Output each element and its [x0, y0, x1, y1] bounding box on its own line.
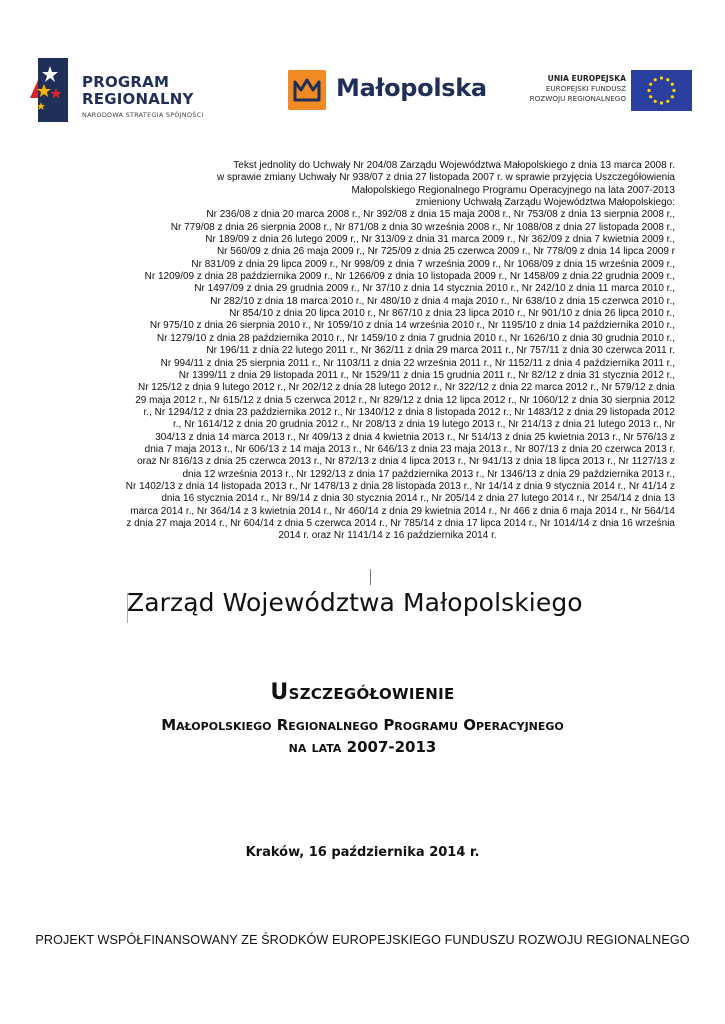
amendment-line: Nr 854/10 z dnia 20 lipca 2010 r., Nr 867/10 z dnia 23 lipca 2010 r., Nr 901/10 z dnia 26 lipca 2010 r.,: [229, 308, 675, 320]
amendment-line: Nr 1209/09 z dnia 28 października 2009 r., Nr 1266/09 z dnia 10 listopada 2009 r., Nr 1458/09 z dnia 22 grudnia 2009 r.,: [144, 271, 675, 283]
amendment-line: Nr 282/10 z dnia 18 marca 2010 r., Nr 480/10 z dnia 4 maja 2010 r., Nr 638/10 z dnia 15 czerwca 2010 r.,: [210, 295, 675, 307]
amendment-line: 29 maja 2012 r., Nr 615/12 z dnia 5 czerwca 2012 r., Nr 829/12 z dnia 12 lipca 2012 r., Nr 1060/12 z dnia 30 sierpnia 2012: [135, 394, 675, 406]
amendment-history-block: [20, 160, 675, 543]
amendment-line: Nr 831/09 z dnia 29 lipca 2009 r., Nr 998/09 z dnia 7 września 2009 r., Nr 1068/09 z dnia 15 września 2009 r.,: [191, 258, 675, 270]
amendment-line: Nr 975/10 z dnia 26 sierpnia 2010 r., Nr 1059/10 z dnia 14 września 2010 r., Nr 1195/10 z dnia 14 października 2010 r.,: [149, 320, 675, 332]
amendment-line: Nr 994/11 z dnia 25 sierpnia 2011 r., Nr 1103/11 z dnia 22 września 2011 r., Nr 1152/11 z dnia 4 października 2011 r.,: [160, 357, 675, 369]
amendment-line: 304/13 z dnia 14 marca 2013 r., Nr 409/13 z dnia 4 kwietnia 2013 r., Nr 514/13 z dnia 25 kwietnia 2013 r., Nr 576/13 z: [155, 431, 675, 443]
amendment-line: zmieniony Uchwałą Zarządu Województwa Małopolskiego:: [415, 197, 675, 209]
document-subtitle-line1: Małopolskiego Regionalnego Programu Operacyjnego: [161, 716, 564, 734]
program-regionalny-line1: PROGRAM: [82, 73, 170, 91]
text-cursor-mark: [370, 569, 371, 585]
document-title: Uszczegółowienie: [270, 680, 455, 705]
eu-line1: UNIA EUROPEJSKA: [547, 74, 626, 83]
eu-logo: [518, 70, 698, 112]
place-and-date: Kraków, 16 października 2014 r.: [245, 845, 480, 860]
amendment-line: w sprawie zmiany Uchwały Nr 938/07 z dnia 27 listopada 2007 r. w sprawie przyjęcia Uszczegółowienia: [217, 172, 675, 184]
malopolska-wordmark: Małopolska: [336, 74, 487, 102]
program-regionalny-emblem-icon: [30, 58, 70, 122]
eu-line2: EUROPEJSKI FUNDUSZ: [545, 84, 626, 93]
amendment-line: marca 2014 r., Nr 364/14 z 3 kwietnia 2014 r., Nr 460/14 z dnia 29 kwietnia 2014 r., Nr 466 z dnia 6 maja 2014 r., Nr 564/14: [130, 505, 675, 517]
amendment-line: Nr 196/11 z dnia 22 lutego 2011 r., Nr 362/11 z dnia 29 marca 2011 r., Nr 757/11 z dnia 30 czerwca 2011 r.: [206, 345, 675, 357]
amendment-line: Tekst jednolity do Uchwały Nr 204/08 Zarządu Województwa Małopolskiego z dnia 13 marca 2008 r.: [233, 160, 675, 171]
program-regionalny-line2: REGIONALNY: [82, 90, 194, 108]
program-regionalny-logo: [30, 58, 240, 124]
amendment-line: r., Nr 1294/12 z dnia 23 października 2012 r., Nr 1340/12 z dnia 8 listopada 2012 r., Nr 1483/12 z dnia 29 listopada 2012: [143, 406, 675, 418]
amendment-line: Nr 1402/13 z dnia 14 listopada 2013 r., Nr 1478/13 z dnia 28 listopada 2013 r., Nr 14/14 z dnia 9 stycznia 2014 r., Nr 41/14 z: [125, 480, 675, 492]
amendment-line: Nr 189/09 z dnia 26 lutego 2009 r., Nr 313/09 z dnia 31 marca 2009 r., Nr 362/09 z dnia 7 kwietnia 2009 r.,: [205, 234, 675, 246]
document-subtitle-line2: na lata 2007-2013: [288, 738, 437, 756]
amendment-line: dnia 16 stycznia 2014 r., Nr 89/14 z dnia 30 stycznia 2014 r., Nr 205/14 z dnia 27 lutego 2014 r., Nr 254/14 z dnia 13: [161, 493, 675, 505]
program-regionalny-subtitle: NARODOWA STRATEGIA SPÓJNOŚCI: [82, 111, 204, 119]
cofinancing-footer: PROJEKT WSPÓŁFINANSOWANY ZE ŚRODKÓW EUROPEJSKIEGO FUNDUSZU ROZWOJU REGIONALNEGO: [35, 933, 690, 947]
amendment-line: Nr 1399/11 z dnia 29 listopada 2011 r., Nr 1529/11 z dnia 15 grudnia 2011 r., Nr 82/12 z dnia 31 stycznia 2012 r.,: [178, 369, 675, 381]
eu-flag-icon: [631, 70, 692, 111]
malopolska-logo: [288, 70, 488, 112]
amendment-line: r., Nr 1614/12 z dnia 20 grudnia 2012 r., Nr 208/13 z dnia 19 lutego 2013 r., Nr 214/13 z dnia 21 lutego 2013 r., Nr: [172, 419, 675, 431]
logo-bar: [0, 56, 725, 126]
amendment-line: dnia 12 września 2013 r., Nr 1292/13 z dnia 17 października 2013 r., Nr 1346/13 z dnia 29 października 2013 r.,: [182, 468, 675, 480]
organization-title: Zarząd Województwa Małopolskiego: [127, 588, 583, 617]
amendment-line: 2014 r. oraz Nr 1141/14 z 16 października 2014 r.: [278, 530, 497, 542]
amendment-line: z dnia 27 maja 2014 r., Nr 604/14 z dnia 5 czerwca 2014 r., Nr 785/14 z dnia 17 lipca 2014 r., Nr 1014/14 z dnia 16 września: [126, 517, 675, 529]
eu-line3: ROZWOJU REGIONALNEGO: [529, 94, 626, 103]
amendment-line: Małopolskiego Regionalnego Programu Operacyjnego na lata 2007-2013: [351, 184, 675, 196]
amendment-line: Nr 236/08 z dnia 20 marca 2008 r., Nr 392/08 z dnia 15 maja 2008 r., Nr 753/08 z dnia 13 sierpnia 2008 r.,: [206, 209, 675, 221]
malopolska-crown-icon: [288, 70, 326, 110]
amendment-line: Nr 1279/10 z dnia 28 października 2010 r., Nr 1459/10 z dnia 7 grudnia 2010 r., Nr 1626/10 z dnia 30 grudnia 2010 r.,: [156, 332, 675, 344]
amendment-line: Nr 779/08 z dnia 26 sierpnia 2008 r., Nr 871/08 z dnia 30 września 2008 r., Nr 1088/08 z dnia 27 listopada 2008 r.,: [170, 221, 675, 233]
amendment-line: dnia 7 maja 2013 r., Nr 606/13 z 14 maja 2013 r., Nr 646/13 z dnia 23 maja 2013 r., Nr 807/13 z dnia 20 czerwca 2013 r.: [144, 443, 675, 455]
amendment-line: Nr 560/09 z dnia 26 maja 2009 r., Nr 725/09 z dnia 25 czerwca 2009 r., Nr 778/09 z dnia 14 lipca 2009 r: [216, 246, 675, 258]
amendment-line: oraz Nr 816/13 z dnia 25 czerwca 2013 r., Nr 872/13 z dnia 4 lipca 2013 r., Nr 941/13 z dnia 18 lipca 2013 r., Nr 1127/13 z: [137, 456, 675, 468]
amendment-line: Nr 125/12 z dnia 9 lutego 2012 r., Nr 202/12 z dnia 28 lutego 2012 r., Nr 322/12 z dnia 22 marca 2012 r., Nr 579/12 z dnia: [137, 382, 675, 394]
amendment-line: Nr 1497/09 z dnia 29 grudnia 2009 r., Nr 37/10 z dnia 14 stycznia 2010 r., Nr 242/10 z dnia 11 marca 2010 r.,: [194, 283, 675, 295]
